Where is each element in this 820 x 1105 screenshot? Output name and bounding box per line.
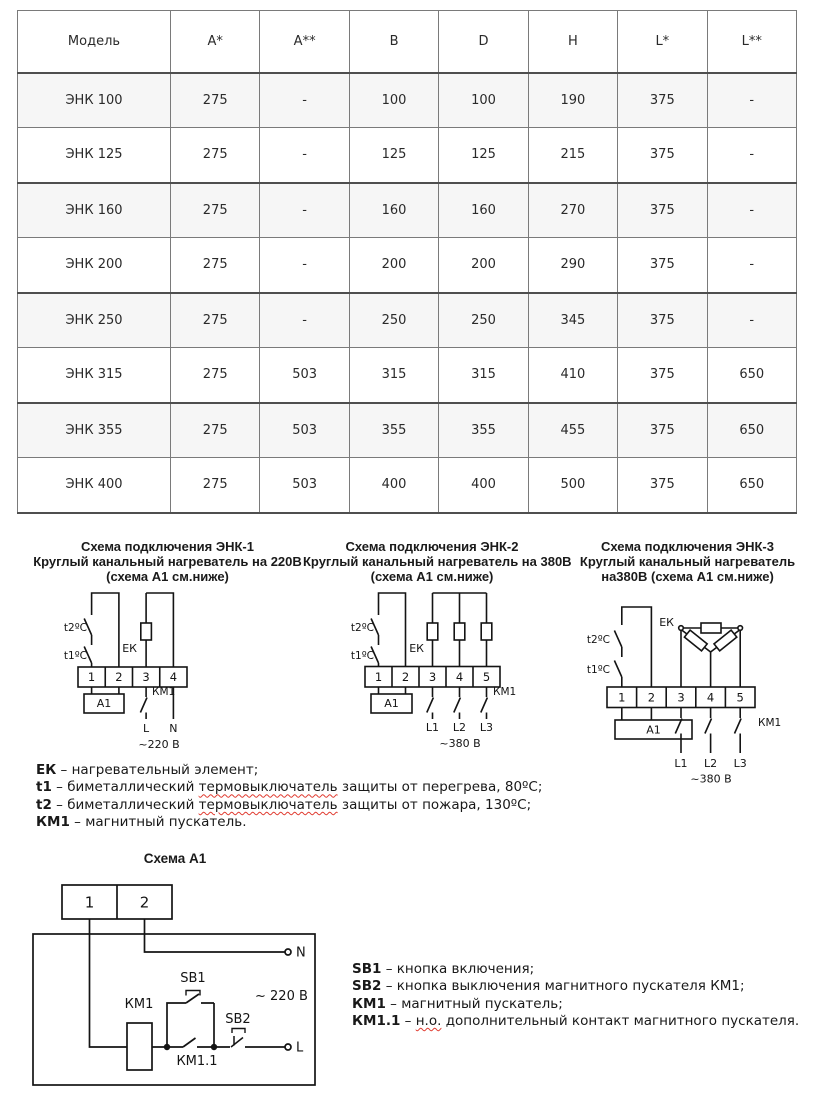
- wiring-paths: [78, 593, 187, 719]
- column-header: A**: [260, 11, 349, 73]
- cell-model: ЭНК 250: [18, 293, 171, 348]
- legend-text: – кнопка выключения магнитного пускателя КМ1;: [381, 978, 745, 995]
- cell-value: 275: [171, 403, 260, 458]
- diagram-enk3-title: [560, 539, 815, 584]
- cell-value: 100: [349, 73, 438, 128]
- table-row: [18, 73, 797, 128]
- label-line-l2: L2: [704, 757, 718, 770]
- cell-model: ЭНК 125: [18, 128, 171, 183]
- cell-value: 275: [171, 458, 260, 513]
- legend-term: КМ1.1: [352, 1013, 401, 1030]
- label-km1: КМ1: [124, 997, 154, 1012]
- cell-value: 375: [618, 238, 707, 293]
- terminal-number: 5: [736, 690, 744, 705]
- cell-value: 275: [171, 183, 260, 238]
- title-line: Схема подключения ЭНК-2: [345, 539, 519, 554]
- label-line-n: N: [169, 722, 178, 735]
- cell-value: -: [707, 183, 796, 238]
- column-header: D: [439, 11, 528, 73]
- cell-value: 215: [528, 128, 617, 183]
- cell-value: 375: [618, 73, 707, 128]
- cell-model: ЭНК 200: [18, 238, 171, 293]
- legend-line: [36, 762, 556, 779]
- delta-node: [679, 626, 684, 631]
- legend-term: t2: [36, 796, 52, 813]
- table-row: [18, 458, 797, 513]
- cell-value: 125: [349, 128, 438, 183]
- legend-line: [36, 779, 556, 796]
- cell-value: 315: [439, 348, 528, 403]
- legend-text: – кнопка включения;: [381, 961, 535, 977]
- legend-line: [352, 978, 812, 995]
- title-line: Круглый канальный нагреватель: [579, 554, 796, 569]
- cell-value: 375: [618, 183, 707, 238]
- legend-text: – биметаллический: [51, 796, 199, 813]
- cell-value: 375: [618, 293, 707, 348]
- label-voltage: ~ 220 В: [255, 989, 308, 1004]
- legend-term: ЕК: [36, 762, 57, 778]
- label-line-l1: L1: [425, 721, 440, 734]
- legend-text-spellchecked: н.о.: [415, 1013, 442, 1030]
- dimensions-table: [17, 10, 797, 514]
- cell-value: 400: [439, 458, 528, 513]
- outer-box: [33, 934, 315, 1085]
- label-voltage: ~220 В: [138, 738, 180, 751]
- terminal-number: 1: [87, 670, 96, 684]
- heater-element: [701, 623, 721, 633]
- cell-value: 345: [528, 293, 617, 348]
- column-header-model: Модель: [18, 11, 171, 73]
- cell-value: 275: [171, 238, 260, 293]
- table-row: [18, 183, 797, 238]
- legend-term: КМ1: [36, 814, 70, 831]
- legend-text: – магнитный пускатель.: [69, 814, 247, 831]
- label-sb1: SB1: [180, 971, 206, 986]
- terminal-number: 2: [139, 893, 150, 912]
- cell-value: 315: [349, 348, 438, 403]
- heater-element: [427, 623, 438, 640]
- terminal-number: 5: [482, 670, 491, 684]
- label-l: L: [296, 1040, 304, 1056]
- diagram-enk3-schematic: [562, 585, 820, 790]
- legend-line: [352, 961, 812, 978]
- legend-text: –: [400, 1013, 416, 1030]
- scheme-a1-schematic: [25, 872, 325, 1092]
- title-line: (схема А1 см.ниже): [106, 569, 229, 584]
- cell-value: 275: [171, 293, 260, 348]
- cell-value: -: [260, 128, 349, 183]
- cell-value: -: [260, 183, 349, 238]
- cell-value: 200: [439, 238, 528, 293]
- cell-value: 275: [171, 73, 260, 128]
- cell-value: 375: [618, 128, 707, 183]
- label-t2: t2ºC: [586, 634, 610, 646]
- cell-value: 375: [618, 403, 707, 458]
- column-header: H: [528, 11, 617, 73]
- cell-value: -: [707, 238, 796, 293]
- label-km1: КМ1: [152, 686, 176, 698]
- cell-value: 200: [349, 238, 438, 293]
- km1-coil: [127, 1023, 152, 1070]
- legend-text-spellchecked: термовыключатель: [198, 796, 338, 813]
- l-terminal: [285, 1044, 291, 1050]
- table-row: [18, 128, 797, 183]
- cell-value: -: [707, 128, 796, 183]
- title-line: (схема А1 см.ниже): [370, 569, 494, 584]
- cell-value: 410: [528, 348, 617, 403]
- legend-line: [36, 814, 556, 831]
- cell-value: 375: [618, 458, 707, 513]
- legend-text-spellchecked: термовыключатель: [198, 779, 338, 796]
- cell-value: 355: [349, 403, 438, 458]
- junction-dot: [164, 1044, 170, 1050]
- cell-value: 650: [707, 458, 796, 513]
- legend-line: [352, 1013, 812, 1030]
- label-ek: ЕК: [122, 642, 137, 655]
- cell-value: 160: [439, 183, 528, 238]
- cell-value: 270: [528, 183, 617, 238]
- cell-value: 503: [260, 348, 349, 403]
- label-line-l1: L1: [674, 757, 688, 770]
- junction-dot: [211, 1044, 217, 1050]
- cell-value: 455: [528, 403, 617, 458]
- legend-term: t1: [36, 779, 52, 796]
- diagram-enk2-schematic: [305, 585, 560, 760]
- column-header: L*: [618, 11, 707, 73]
- cell-value: 500: [528, 458, 617, 513]
- cell-model: ЭНК 355: [18, 403, 171, 458]
- label-sb2: SB2: [225, 1012, 251, 1027]
- legend-term: КМ1: [352, 995, 386, 1012]
- label-a1: А1: [96, 697, 112, 710]
- legend-text: – биметаллический: [51, 779, 199, 796]
- title-line: Круглый канальный нагреватель на 380В: [303, 554, 572, 569]
- heater-element: [481, 623, 492, 640]
- cell-model: ЭНК 100: [18, 73, 171, 128]
- diagram-enk1-title: [20, 539, 315, 584]
- label-t1: t1ºC: [350, 650, 374, 662]
- legend-term: SB1: [352, 961, 382, 977]
- terminal-number: 3: [428, 670, 437, 684]
- table-row: [18, 238, 797, 293]
- components-legend: [36, 762, 556, 832]
- column-header: L**: [707, 11, 796, 73]
- cell-value: 275: [171, 348, 260, 403]
- n-terminal: [285, 949, 291, 955]
- cell-value: 355: [439, 403, 528, 458]
- terminal-number: 4: [706, 690, 715, 705]
- column-header: A*: [171, 11, 260, 73]
- cell-value: 125: [439, 128, 528, 183]
- table-row: [18, 403, 797, 458]
- diagram-enk1-schematic: [20, 585, 315, 760]
- cell-value: 160: [349, 183, 438, 238]
- label-line-l: L: [143, 722, 150, 735]
- cell-value: -: [260, 238, 349, 293]
- cell-model: ЭНК 160: [18, 183, 171, 238]
- label-t2: t2ºC: [350, 622, 374, 634]
- legend-text: защиты от пожара, 130ºС;: [337, 796, 532, 813]
- legend-text: – нагревательный элемент;: [56, 762, 259, 778]
- wiring-paths: [33, 885, 315, 1085]
- cell-value: 650: [707, 403, 796, 458]
- terminal-number: 2: [401, 670, 410, 684]
- cell-value: 275: [171, 128, 260, 183]
- label-t1: t1ºC: [586, 664, 610, 676]
- label-line-l2: L2: [452, 721, 467, 734]
- cell-value: 650: [707, 348, 796, 403]
- title-line: Схема подключения ЭНК-3: [601, 539, 774, 554]
- scheme-a1-title: Схема А1: [143, 851, 207, 866]
- label-line-l3: L3: [479, 721, 494, 734]
- table-header-row: [18, 11, 797, 73]
- label-voltage: ~380 В: [439, 737, 481, 750]
- label-km1: КМ1: [758, 717, 782, 729]
- title-line: Схема подключения ЭНК-1: [81, 539, 254, 554]
- label-line-l3: L3: [733, 757, 747, 770]
- cell-value: 375: [618, 348, 707, 403]
- terminal-number: 3: [142, 670, 150, 684]
- cell-value: 400: [349, 458, 438, 513]
- legend-text: дополнительный контакт магнитного пускателя.: [441, 1013, 800, 1030]
- label-ek: ЕК: [409, 642, 424, 655]
- label-n: N: [296, 945, 306, 961]
- cell-model: ЭНК 400: [18, 458, 171, 513]
- column-header: B: [349, 11, 438, 73]
- cell-model: ЭНК 315: [18, 348, 171, 403]
- wiring-paths: [607, 607, 755, 753]
- delta-node: [738, 626, 743, 631]
- terminal-number: 3: [677, 690, 685, 705]
- cell-value: 503: [260, 458, 349, 513]
- label-t1: t1ºC: [63, 650, 87, 662]
- label-km1: КМ1: [493, 686, 517, 698]
- terminal-number: 2: [647, 690, 656, 705]
- label-ek: ЕК: [659, 616, 674, 629]
- legend-text: защиты от перегрева, 80ºС;: [337, 779, 543, 796]
- terminal-number: 2: [115, 670, 123, 684]
- title-line: Круглый канальный нагреватель на 220В: [33, 554, 302, 569]
- heater-element: [454, 623, 465, 640]
- terminal-number: 1: [84, 893, 95, 912]
- legend-text: – магнитный пускатель;: [385, 995, 563, 1012]
- label-a1: А1: [646, 723, 661, 737]
- terminal-number: 4: [169, 670, 178, 684]
- heater-element: [141, 623, 152, 640]
- terminal-number: 4: [455, 670, 464, 684]
- label-voltage: ~380 В: [690, 772, 732, 786]
- title-line: на380В (схема А1 см.ниже): [601, 569, 774, 584]
- label-km11: КМ1.1: [176, 1054, 218, 1069]
- legend-term: SB2: [352, 978, 382, 995]
- label-a1: А1: [384, 697, 399, 710]
- cell-value: -: [707, 293, 796, 348]
- scheme-a1-legend: [352, 961, 812, 1031]
- legend-line: [352, 996, 812, 1013]
- cell-value: -: [707, 73, 796, 128]
- cell-value: -: [260, 293, 349, 348]
- cell-value: 290: [528, 238, 617, 293]
- diagram-enk2-title: [303, 539, 572, 584]
- cell-value: 503: [260, 403, 349, 458]
- label-t2: t2ºC: [63, 622, 87, 634]
- table-row: [18, 348, 797, 403]
- terminal-number: 1: [374, 670, 383, 684]
- legend-line: [36, 797, 556, 814]
- cell-value: 250: [349, 293, 438, 348]
- terminal-number: 1: [618, 690, 626, 705]
- cell-value: -: [260, 73, 349, 128]
- cell-value: 100: [439, 73, 528, 128]
- table-row: [18, 293, 797, 348]
- cell-value: 190: [528, 73, 617, 128]
- cell-value: 250: [439, 293, 528, 348]
